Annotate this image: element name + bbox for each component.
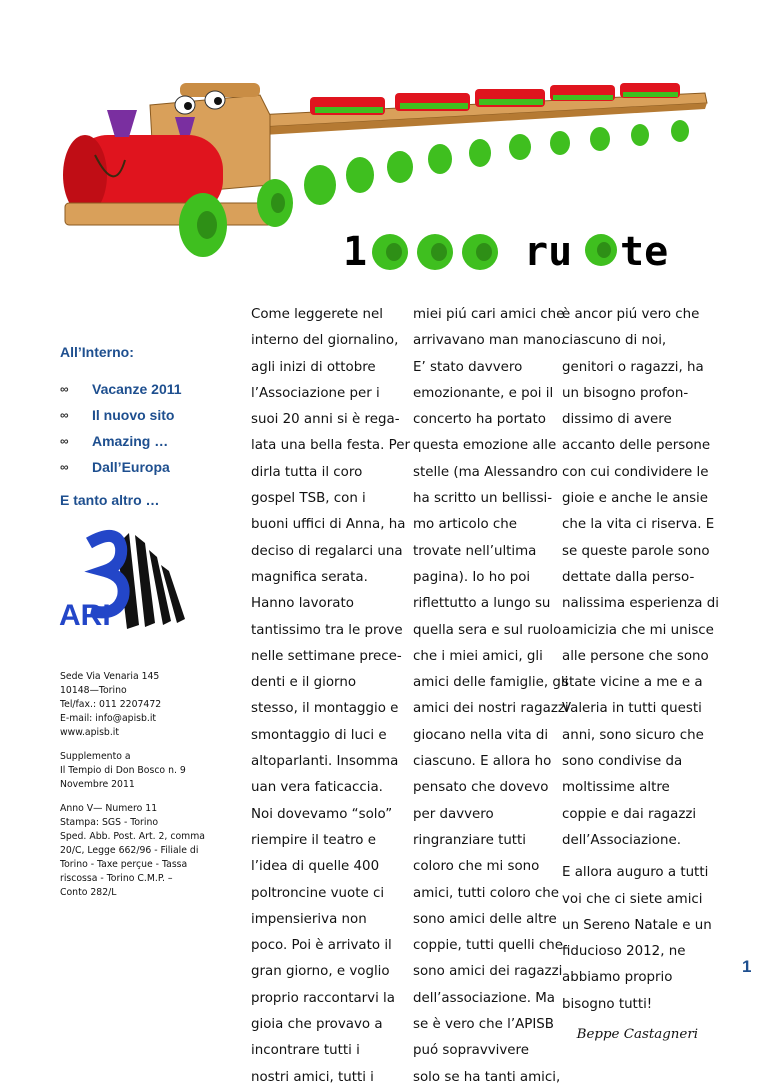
email-line: E-mail: info@apisb.it: [60, 713, 157, 724]
website-line: www.apisb.it: [60, 727, 120, 738]
article-line: trovate nell’ultima: [413, 543, 537, 559]
article-line: buoni uffici di Anna, ha: [251, 517, 406, 533]
article-line: nostri amici, tutti i: [251, 1069, 374, 1085]
article-line: puó sopravvivere: [413, 1043, 529, 1059]
article-line: tantissimo tra le prove: [251, 622, 403, 638]
article-line: coloro che mi sono: [413, 859, 540, 875]
sidebar-item-label: Vacanze 2011: [92, 381, 182, 397]
article-line: gioia che provavo a: [251, 1017, 383, 1033]
locomotive: [63, 83, 275, 225]
newsletter-title: [338, 220, 698, 280]
article-line: incontrare tutti i: [251, 1043, 360, 1059]
infinity-bullet-icon: ∞: [60, 382, 69, 396]
article-line: amici dei nostri ragazzi: [413, 701, 569, 717]
article-line: quella sera e sul ruolo: [413, 622, 562, 638]
phone-line: Tel/fax.: 011 2207472: [60, 699, 162, 710]
infinity-bullet-icon: ∞: [60, 408, 69, 422]
sidebar-heading: All’Interno:: [60, 344, 134, 360]
article-line: Noi dovevamo “solo”: [251, 806, 393, 822]
article-paragraph: [562, 860, 712, 1018]
article-line: deciso di regalarci una: [251, 543, 403, 559]
article-line: stelle (ma Alessandro: [413, 464, 558, 480]
article-line: amicizia che mi unisce: [562, 622, 714, 638]
article-line: concerto ha portato: [413, 412, 546, 428]
article-line: se queste parole sono: [562, 543, 710, 559]
article-line: interno del giornalino,: [251, 333, 399, 349]
publication-line: 20/C, Legge 662/96 - Filiale di: [60, 845, 199, 856]
title-suffix: te: [620, 229, 669, 275]
article-line: amici delle famiglie, gli: [413, 675, 569, 691]
article-line: uan vera faticaccia.: [251, 780, 383, 796]
sidebar-item: [60, 406, 200, 432]
article-line: altoparlanti. Insomma: [251, 754, 399, 770]
article-line: impensieriva non: [251, 911, 367, 927]
article-line: un Sereno Natale e un: [562, 917, 712, 933]
article-line: gospel TSB, con i: [251, 491, 366, 507]
article-line: dettate dalla perso-: [562, 569, 695, 585]
address-block: [60, 670, 220, 740]
sidebar-item: [60, 380, 200, 406]
article-line: moltissime altre: [562, 780, 670, 796]
publication-line: Torino - Taxe perçue - Tassa: [60, 859, 188, 870]
article-line: nalissima esperienza di: [562, 596, 719, 612]
article-line: Valeria in tutti questi: [562, 701, 702, 717]
sidebar-list: [60, 380, 200, 484]
article-line: pagina). Io ho poi: [413, 569, 531, 585]
article-line: con cui condividere le: [562, 464, 709, 480]
article-line: voi che ci siete amici: [562, 891, 703, 907]
article-line: dell’Associazione.: [562, 832, 681, 848]
association-logo: [57, 525, 197, 635]
article-line: che la vita ci riserva. E: [562, 517, 715, 533]
title-prefix: 1: [343, 229, 368, 275]
article-line: nelle settimane prece-: [251, 648, 402, 664]
article-line: agli inizi di ottobre: [251, 359, 376, 375]
article-line: dissimo di avere: [562, 412, 672, 428]
publication-block: [60, 802, 220, 900]
article-column-3: [562, 302, 719, 1048]
article-line: un bisogno profon-: [562, 385, 689, 401]
publication-line: riscossa - Torino C.M.P. –: [60, 873, 173, 884]
article-line: mo articolo che: [413, 517, 517, 533]
article-line: coppie, tutti quelli che: [413, 938, 563, 954]
sidebar-item: [60, 432, 200, 458]
article-line: miei piú cari amici che: [413, 307, 565, 322]
infinity-bullet-icon: ∞: [60, 434, 69, 448]
publication-info: [60, 670, 220, 910]
article-line: che i miei amici, gli: [413, 648, 543, 664]
article-column-1: [251, 302, 410, 1091]
article-line: emozionante, e poi il: [413, 385, 554, 401]
page-number: 1: [742, 957, 752, 976]
article-line: E allora auguro a tutti: [562, 865, 709, 881]
article-line: arrivavano man mano.: [413, 333, 565, 349]
sidebar-item-label: Amazing …: [92, 433, 169, 449]
article-line: lata una bella festa. Per: [251, 438, 410, 454]
article-line: ha scritto un bellissi-: [413, 491, 553, 507]
article-line: l’Associazione per i: [251, 385, 380, 401]
article-line: poltroncine vuote ci: [251, 885, 385, 901]
article-line: se è vero che l’APISB: [413, 1017, 554, 1033]
article-line: smontaggio di luci e: [251, 727, 387, 743]
article-line: Come leggerete nel: [251, 307, 383, 322]
article-line: accanto delle persone: [562, 438, 711, 454]
article-line: proprio raccontarvi la: [251, 990, 395, 1006]
publication-line: Sped. Abb. Post. Art. 2, comma: [60, 831, 205, 842]
address-line: Sede Via Venaria 145: [60, 671, 160, 682]
sidebar-more: E tanto altro …: [60, 492, 160, 508]
sidebar-item: [60, 458, 200, 484]
article-line: bisogno tutti!: [562, 996, 653, 1012]
supplement-line: Il Tempio di Don Bosco n. 9: [60, 765, 186, 776]
article-line: amici, tutti coloro che: [413, 885, 559, 901]
logo-letters: ARI: [59, 599, 111, 632]
sidebar-contents: [60, 344, 200, 522]
article-line: suoi 20 anni si è rega-: [251, 412, 400, 428]
title-wheel-o: [585, 234, 617, 266]
article-line: dell’associazione. Ma: [413, 990, 556, 1006]
article-line: questa emozione alle: [413, 438, 557, 454]
article-line: state vicine a me e a: [562, 675, 703, 691]
article-line: E’ stato davvero: [413, 359, 523, 375]
publication-line: Conto 282/L: [60, 887, 117, 898]
article-line: denti e il giorno: [251, 675, 357, 691]
article-line: ciascuno di noi,: [562, 333, 667, 349]
article-line: per davvero: [413, 806, 494, 822]
supplement-block: [60, 750, 220, 792]
article-line: sono amici dei ragazzi: [413, 964, 563, 980]
address-line: 10148—Torino: [60, 685, 127, 696]
article-line: è ancor piú vero che: [562, 307, 700, 322]
article-line: alle persone che sono: [562, 648, 709, 664]
article-line: abbiamo proprio: [562, 970, 673, 986]
article-column-2: [413, 302, 569, 1091]
article-line: solo se ha tanti amici,: [413, 1069, 561, 1085]
article-line: fiducioso 2012, ne: [562, 944, 686, 960]
sidebar-item-label: Dall’Europa: [92, 459, 170, 475]
supplement-line: Supplemento a: [60, 751, 131, 762]
article-line: anni, sono sicuro che: [562, 727, 704, 743]
article-line: genitori o ragazzi, ha: [562, 359, 704, 375]
sidebar-item-label: Il nuovo sito: [92, 407, 175, 423]
publication-line: Anno V— Numero 11: [60, 803, 158, 814]
title-wheels: [372, 234, 498, 270]
supplement-line: Novembre 2011: [60, 779, 135, 790]
article-line: gran giorno, e voglio: [251, 964, 390, 980]
article-line: Hanno lavorato: [251, 596, 354, 612]
article-line: sono amici delle altre: [413, 911, 557, 927]
author-signature: Beppe Castagneri: [576, 1027, 698, 1043]
article-line: l’idea di quelle 400: [251, 859, 380, 875]
title-middle: ru: [524, 229, 573, 275]
article-line: riflettutto a lungo su: [413, 596, 551, 612]
article-line: ringranziare tutti: [413, 832, 527, 848]
article-line: giocano nella vita di: [413, 727, 549, 743]
article-line: stesso, il montaggio e: [251, 701, 399, 717]
article-line: coppie e dai ragazzi: [562, 806, 697, 822]
article-line: pensato che dovevo: [413, 780, 549, 796]
publication-line: Stampa: SGS - Torino: [60, 817, 159, 828]
article-line: riempire il teatro e: [251, 832, 376, 848]
article-line: gioie e anche le ansie: [562, 491, 709, 507]
article-line: dirla tutta il coro: [251, 464, 363, 480]
article-paragraph: [562, 302, 719, 854]
article-line: poco. Poi è arrivato il: [251, 938, 392, 954]
article-line: magnifica serata.: [251, 569, 368, 585]
article-line: ciascuno. E allora ho: [413, 754, 552, 770]
article-line: sono condivise da: [562, 754, 683, 770]
infinity-bullet-icon: ∞: [60, 460, 69, 474]
